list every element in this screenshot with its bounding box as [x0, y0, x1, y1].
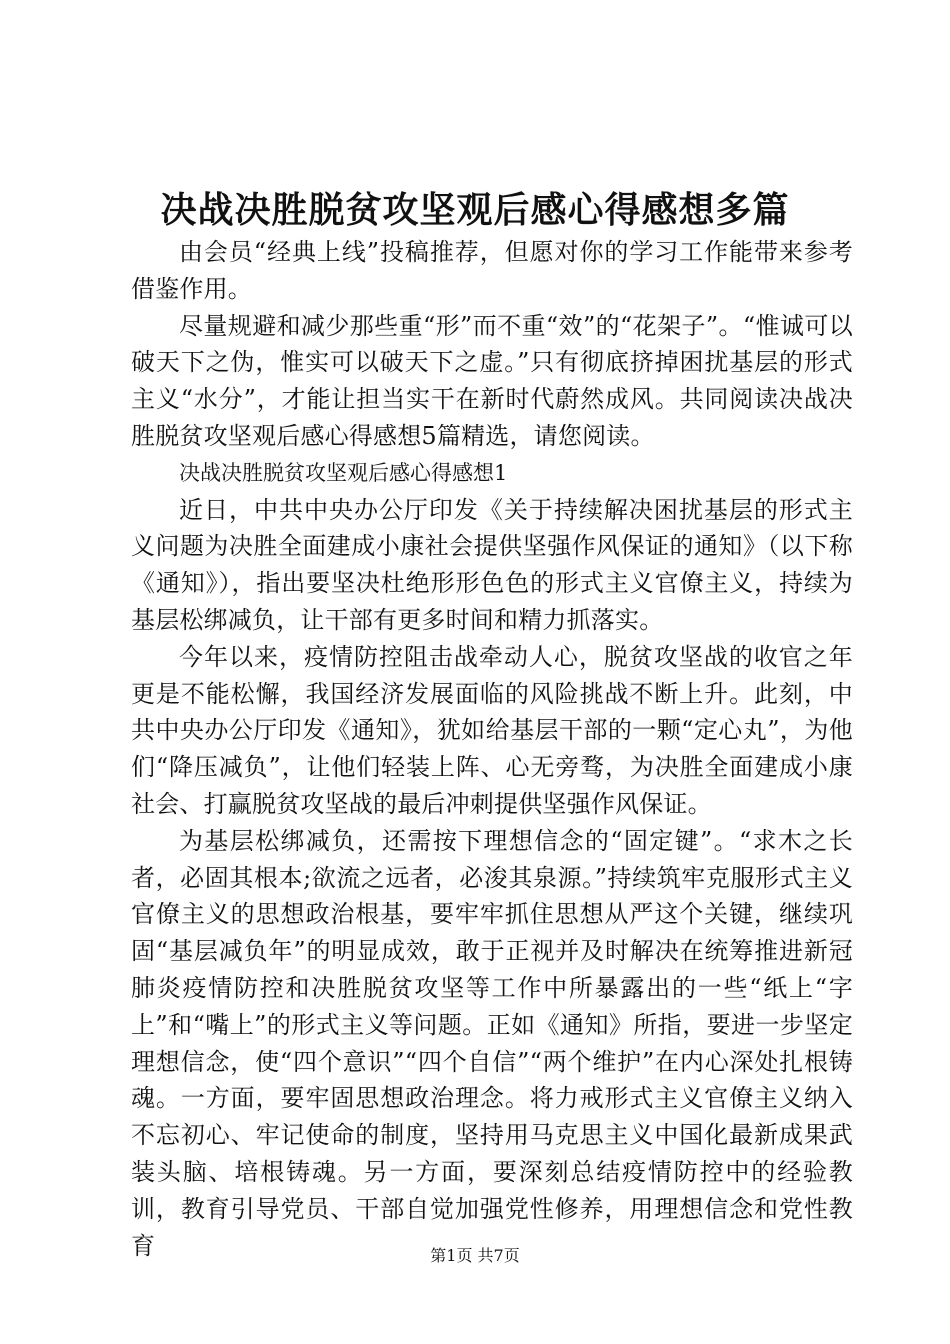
body-paragraph-1: 近日，中共中央办公厅印发《关于持续解决困扰基层的形式主义问题为决胜全面建成小康社会提供坚强作风保证的通知》（以下称《通知》），指出要坚决杜绝形形色色的形式主义官僚主义，持续为基层松绑减负，让干部有更多时间和精力抓落实。	[131, 495, 853, 634]
section-heading: 决战决胜脱贫攻坚观后感心得感想1	[179, 460, 508, 485]
intro-paragraph-1: 由会员“经典上线”投稿推荐，但愿对你的学习工作能带来参考借鉴作用。	[131, 238, 853, 303]
page-number-footer: 第1页 共7页	[430, 1246, 520, 1265]
document-body	[131, 234, 853, 1264]
body-paragraph-2: 今年以来，疫情防控阻击战牵动人心，脱贫攻坚战的收官之年更是不能松懈，我国经济发展面临的风险挑战不断上升。此刻，中共中央办公厅印发《通知》，犹如给基层干部的一颗“定心丸”，为他们“降压减负”，让他们轻装上阵、心无旁骛，为决胜全面建成小康社会、打赢脱贫攻坚战的最后冲刺提供坚强作风保证。	[131, 642, 853, 818]
body-paragraph-3: 为基层松绑减负，还需按下理想信念的“固定键”。“求木之长者，必固其根本;欲流之远者，必浚其泉源。”持续筑牢克服形式主义官僚主义的思想政治根基，要牢牢抓住思想从严这个关键，继续巩固“基层减负年”的明显成效，敢于正视并及时解决在统筹推进新冠肺炎疫情防控和决胜脱贫攻坚等工作中所暴露出的一些“纸上“字上”和“嘴上”的形式主义等问题。正如《通知》所指，要进一步坚定理想信念，使“四个意识”“四个自信”“两个维护”在内心深处扎根铸魂。一方面，要牢固思想政治理念。将力戒形式主义官僚主义纳入不忘初心、牢记使命的制度，坚持用马克思主义中国化最新成果武装头脑、培根铸魂。另一方面，要深刻总结疫情防控中的经验教训，教育引导党员、干部自觉加强党性修养，用理想信念和党性教育	[131, 826, 853, 1260]
intro-paragraph-2: 尽量规避和减少那些重“形”而不重“效”的“花架子”。“惟诚可以破天下之伪，惟实可以破天下之虚。”只有彻底挤掉困扰基层的形式主义“水分”，才能让担当实干在新时代蔚然成风。共同阅读决战决胜脱贫攻坚观后感心得感想5篇精选，请您阅读。	[131, 311, 853, 450]
document-title: 决战决胜脱贫攻坚观后感心得感想多篇	[160, 189, 790, 231]
